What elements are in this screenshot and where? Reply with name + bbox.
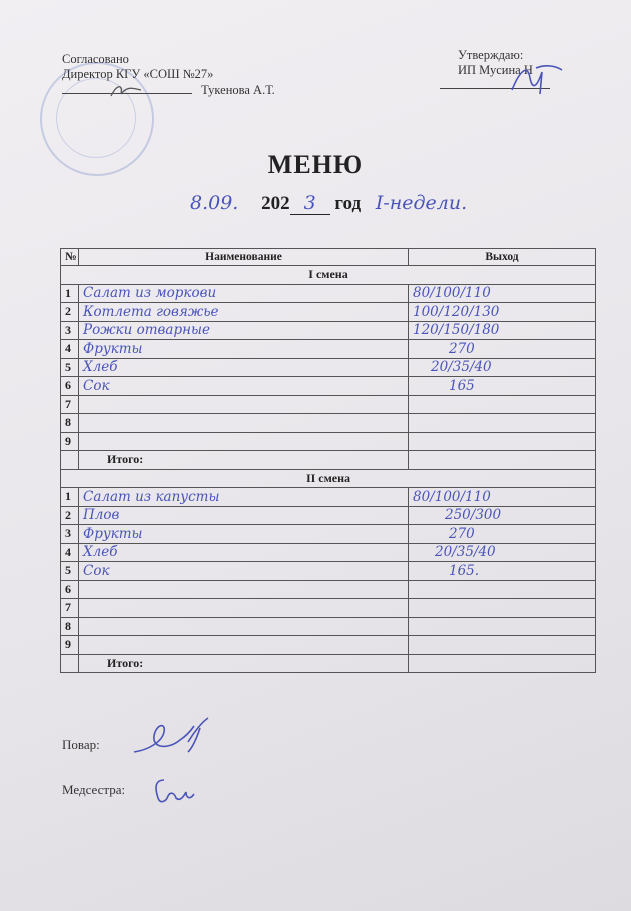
col-header-number: № [61, 249, 79, 266]
table-row [61, 562, 596, 581]
dish-output: 270 [409, 525, 596, 544]
table-row [61, 377, 596, 396]
dish-name [79, 617, 409, 636]
row-number: 2 [61, 506, 79, 525]
col-header-name: Наименование [79, 249, 409, 266]
table-row [61, 358, 596, 377]
row-number: 4 [61, 543, 79, 562]
director-signature-icon [107, 80, 147, 102]
dish-output: 80/100/110 [409, 284, 596, 303]
dish-name: Салат из моркови [79, 284, 409, 303]
dish-output: 165 [409, 377, 596, 396]
approval-block-left [62, 52, 275, 98]
dish-output [409, 432, 596, 451]
table-row [61, 636, 596, 655]
table-row [61, 617, 596, 636]
table-row [61, 506, 596, 525]
table-row [61, 284, 596, 303]
table-row [61, 525, 596, 544]
director-name: Тукенова А.Т. [201, 83, 275, 97]
row-number: 3 [61, 525, 79, 544]
dish-name: Хлеб [79, 358, 409, 377]
row-number: 5 [61, 358, 79, 377]
table-row [61, 303, 596, 322]
row-number: 8 [61, 414, 79, 433]
dish-output: 100/120/130 [409, 303, 596, 322]
table-row [61, 488, 596, 507]
row-number: 9 [61, 432, 79, 451]
row-number: 1 [61, 488, 79, 507]
dish-output: 20/35/40 [409, 543, 596, 562]
dish-output [409, 599, 596, 618]
dish-name: Рожки отварные [79, 321, 409, 340]
nurse-label: Медсестра: [62, 782, 126, 797]
row-number: 6 [61, 580, 79, 599]
dish-output: 270 [409, 340, 596, 359]
dish-output [409, 617, 596, 636]
row-number: 6 [61, 377, 79, 396]
shift-2-total-value [409, 654, 596, 673]
year-suffix: год [334, 193, 362, 214]
shift-1-total-value [409, 451, 596, 470]
director-signature-line [62, 82, 275, 98]
row-number: 2 [61, 303, 79, 322]
dish-name [79, 599, 409, 618]
shift-1-title: I смена [61, 266, 596, 285]
dish-output [409, 414, 596, 433]
dish-name [79, 414, 409, 433]
dish-output: 20/35/40 [409, 358, 596, 377]
table-row [61, 340, 596, 359]
approval-label: Согласовано [62, 52, 129, 66]
entrepreneur-name: ИП Мусина Н [458, 63, 533, 77]
dish-name: Сок [79, 377, 409, 396]
row-number: 8 [61, 617, 79, 636]
dish-output: 165. [409, 562, 596, 581]
cook-label: Повар: [62, 737, 100, 752]
shift-2-total-label: Итого: [79, 654, 409, 673]
table-row [61, 321, 596, 340]
dish-output: 250/300 [409, 506, 596, 525]
dish-name [79, 395, 409, 414]
row-number: 4 [61, 340, 79, 359]
page-title: МЕНЮ [267, 150, 364, 179]
dish-name: Салат из капусты [79, 488, 409, 507]
nurse-signature-icon [150, 776, 200, 806]
dish-name: Сок [79, 562, 409, 581]
shift-2-title: II смена [61, 469, 596, 488]
dish-output: 120/150/180 [409, 321, 596, 340]
dish-name [79, 432, 409, 451]
dish-output [409, 636, 596, 655]
approval-block-right [458, 48, 550, 89]
table-row [61, 414, 596, 433]
dish-name: Фрукты [79, 525, 409, 544]
table-row [61, 580, 596, 599]
approver-signature-icon [506, 60, 566, 96]
week-label: I-недели. [375, 192, 468, 214]
row-number: 9 [61, 636, 79, 655]
menu-table [60, 248, 596, 673]
table-header-row [61, 249, 596, 266]
dish-name: Плов [79, 506, 409, 525]
cook-signature-icon [128, 712, 218, 762]
dish-name: Котлета говяжье [79, 303, 409, 322]
row-number: 7 [61, 395, 79, 414]
approve-label: Утверждаю: [458, 48, 524, 62]
date-line [190, 192, 467, 215]
row-number: 1 [61, 284, 79, 303]
table-row [61, 599, 596, 618]
dish-output [409, 395, 596, 414]
shift-1-total-label: Итого: [79, 451, 409, 470]
row-number: 7 [61, 599, 79, 618]
table-row [61, 432, 596, 451]
dish-name: Фрукты [79, 340, 409, 359]
year-prefix: 202 [261, 193, 290, 214]
row-number: 3 [61, 321, 79, 340]
dish-name [79, 580, 409, 599]
director-title: Директор КГУ «СОШ №27» [62, 67, 214, 81]
handwritten-date: 8.09. [190, 192, 239, 214]
dish-output: 80/100/110 [409, 488, 596, 507]
dish-output [409, 580, 596, 599]
table-row [61, 395, 596, 414]
row-number: 5 [61, 562, 79, 581]
year-fill: 3 [290, 192, 330, 215]
dish-name: Хлеб [79, 543, 409, 562]
table-row [61, 543, 596, 562]
dish-name [79, 636, 409, 655]
col-header-output: Выход [409, 249, 596, 266]
